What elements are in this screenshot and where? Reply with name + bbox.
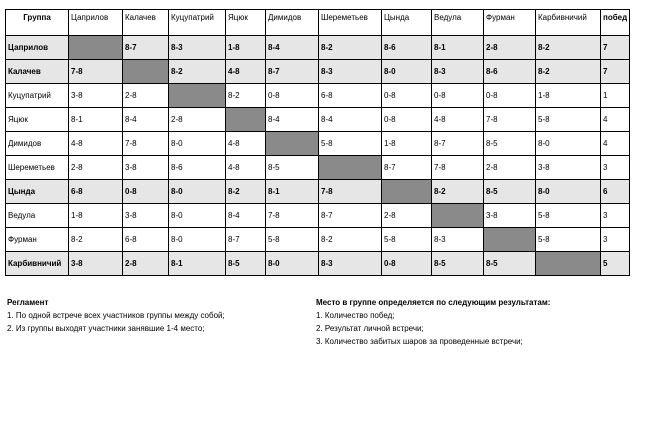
- score-cell: 8-6: [484, 60, 536, 84]
- score-cell: 4-8: [226, 132, 266, 156]
- wins-header: побед: [601, 10, 630, 36]
- score-cell: 0-8: [123, 180, 169, 204]
- score-cell: 8-6: [382, 36, 432, 60]
- score-cell: 1-8: [69, 204, 123, 228]
- score-cell: 2-8: [69, 156, 123, 180]
- table-row: [6, 180, 630, 204]
- diagonal-cell: [266, 132, 319, 156]
- score-cell: 8-2: [432, 180, 484, 204]
- score-cell: 1-8: [226, 36, 266, 60]
- score-cell: 8-3: [169, 36, 226, 60]
- score-cell: 5-8: [266, 228, 319, 252]
- table-row: [6, 252, 630, 276]
- score-cell: 8-5: [484, 132, 536, 156]
- table-row: [6, 108, 630, 132]
- column-header: Шереметьев: [319, 10, 382, 36]
- score-cell: 8-0: [169, 228, 226, 252]
- player-name: Димидов: [6, 132, 69, 156]
- score-cell: 2-8: [382, 204, 432, 228]
- column-header: Цаприлов: [69, 10, 123, 36]
- score-cell: 8-2: [226, 180, 266, 204]
- group-results-table: [5, 9, 630, 276]
- score-cell: 8-5: [432, 252, 484, 276]
- group-header: Группа: [6, 10, 69, 36]
- score-cell: 8-5: [226, 252, 266, 276]
- score-cell: 2-8: [123, 252, 169, 276]
- score-cell: 4-8: [432, 108, 484, 132]
- score-cell: 8-3: [319, 60, 382, 84]
- score-cell: 7-8: [319, 180, 382, 204]
- column-header: Цында: [382, 10, 432, 36]
- score-cell: 3-8: [123, 156, 169, 180]
- score-cell: 8-1: [169, 252, 226, 276]
- reglament-item: 2. Из группы выходят участники занявшие 1-4 место;: [7, 324, 205, 333]
- wins-cell: 4: [601, 132, 630, 156]
- player-name: Карбивничий: [6, 252, 69, 276]
- column-header: Куцупатрий: [169, 10, 226, 36]
- diagonal-cell: [484, 228, 536, 252]
- score-cell: 7-8: [266, 204, 319, 228]
- diagonal-cell: [69, 36, 123, 60]
- score-cell: 8-7: [382, 156, 432, 180]
- table-row: [6, 84, 630, 108]
- score-cell: 2-8: [484, 156, 536, 180]
- score-cell: 7-8: [432, 156, 484, 180]
- table-row: [6, 156, 630, 180]
- score-cell: 8-2: [69, 228, 123, 252]
- score-cell: 8-0: [382, 60, 432, 84]
- score-cell: 5-8: [319, 132, 382, 156]
- score-cell: 8-4: [319, 108, 382, 132]
- wins-cell: 3: [601, 156, 630, 180]
- score-cell: 8-3: [432, 228, 484, 252]
- score-cell: 5-8: [382, 228, 432, 252]
- wins-cell: 4: [601, 108, 630, 132]
- diagonal-cell: [123, 60, 169, 84]
- placement-title: Место в группе определяется по следующим результатам:: [316, 298, 551, 307]
- player-name: Цаприлов: [6, 36, 69, 60]
- placement-rules-block: [316, 296, 550, 348]
- column-header: Карбивничий: [536, 10, 601, 36]
- score-cell: 2-8: [169, 108, 226, 132]
- reglament-title: Регламент: [7, 298, 49, 307]
- score-cell: 0-8: [382, 252, 432, 276]
- wins-cell: 7: [601, 60, 630, 84]
- column-header: Димидов: [266, 10, 319, 36]
- placement-item: 2. Результат личной встречи;: [316, 324, 424, 333]
- table-row: [6, 132, 630, 156]
- score-cell: 5-8: [536, 204, 601, 228]
- player-name: Фурман: [6, 228, 69, 252]
- score-cell: 8-1: [432, 36, 484, 60]
- score-cell: 8-4: [123, 108, 169, 132]
- table-row: [6, 204, 630, 228]
- score-cell: 8-2: [536, 36, 601, 60]
- player-name: Ведула: [6, 204, 69, 228]
- score-cell: 5-8: [536, 228, 601, 252]
- score-cell: 6-8: [69, 180, 123, 204]
- score-cell: 7-8: [484, 108, 536, 132]
- table-row: [6, 60, 630, 84]
- column-header: Яцюк: [226, 10, 266, 36]
- score-cell: 8-2: [319, 36, 382, 60]
- column-header: Ведула: [432, 10, 484, 36]
- player-name: Яцюк: [6, 108, 69, 132]
- score-cell: 0-8: [266, 84, 319, 108]
- score-cell: 8-5: [484, 252, 536, 276]
- column-header: Калачев: [123, 10, 169, 36]
- player-name: Шереметьев: [6, 156, 69, 180]
- score-cell: 4-8: [226, 156, 266, 180]
- score-cell: 3-8: [536, 156, 601, 180]
- header-row: [6, 10, 630, 36]
- score-cell: 1-8: [536, 84, 601, 108]
- diagonal-cell: [319, 156, 382, 180]
- score-cell: 8-5: [484, 180, 536, 204]
- score-cell: 8-4: [266, 36, 319, 60]
- score-cell: 8-5: [266, 156, 319, 180]
- player-name: Калачев: [6, 60, 69, 84]
- score-cell: 8-7: [226, 228, 266, 252]
- score-cell: 8-0: [536, 180, 601, 204]
- diagonal-cell: [226, 108, 266, 132]
- wins-cell: 7: [601, 36, 630, 60]
- score-cell: 8-7: [319, 204, 382, 228]
- score-cell: 8-2: [226, 84, 266, 108]
- wins-cell: 3: [601, 228, 630, 252]
- wins-cell: 6: [601, 180, 630, 204]
- score-cell: 3-8: [69, 84, 123, 108]
- diagonal-cell: [169, 84, 226, 108]
- score-cell: 8-2: [319, 228, 382, 252]
- diagonal-cell: [432, 204, 484, 228]
- score-cell: 8-3: [432, 60, 484, 84]
- score-cell: 8-4: [226, 204, 266, 228]
- score-cell: 3-8: [484, 204, 536, 228]
- column-header: Фурман: [484, 10, 536, 36]
- score-cell: 6-8: [123, 228, 169, 252]
- score-cell: 3-8: [69, 252, 123, 276]
- score-cell: 5-8: [536, 108, 601, 132]
- score-cell: 6-8: [319, 84, 382, 108]
- reglament-item: 1. По одной встрече всех участников группы между собой;: [7, 311, 225, 320]
- score-cell: 2-8: [484, 36, 536, 60]
- diagonal-cell: [536, 252, 601, 276]
- score-cell: 8-2: [169, 60, 226, 84]
- placement-item: 1. Количество побед;: [316, 311, 395, 320]
- score-cell: 3-8: [123, 204, 169, 228]
- player-name: Цында: [6, 180, 69, 204]
- wins-cell: 5: [601, 252, 630, 276]
- score-cell: 0-8: [382, 84, 432, 108]
- score-cell: 7-8: [123, 132, 169, 156]
- score-cell: 8-7: [266, 60, 319, 84]
- wins-cell: 1: [601, 84, 630, 108]
- score-cell: 8-0: [536, 132, 601, 156]
- score-cell: 0-8: [432, 84, 484, 108]
- score-cell: 8-7: [123, 36, 169, 60]
- score-cell: 0-8: [382, 108, 432, 132]
- score-cell: 2-8: [123, 84, 169, 108]
- reglament-block: [7, 296, 225, 335]
- placement-item: 3. Количество забитых шаров за проведенные встречи;: [316, 337, 523, 346]
- score-cell: 4-8: [226, 60, 266, 84]
- score-cell: 8-7: [432, 132, 484, 156]
- wins-cell: 3: [601, 204, 630, 228]
- score-cell: 8-0: [169, 204, 226, 228]
- player-name: Куцупатрий: [6, 84, 69, 108]
- table-row: [6, 36, 630, 60]
- score-cell: 8-0: [169, 132, 226, 156]
- score-cell: 0-8: [484, 84, 536, 108]
- score-cell: 8-0: [266, 252, 319, 276]
- score-cell: 8-6: [169, 156, 226, 180]
- diagonal-cell: [382, 180, 432, 204]
- score-cell: 8-1: [266, 180, 319, 204]
- score-cell: 7-8: [69, 60, 123, 84]
- score-cell: 8-4: [266, 108, 319, 132]
- score-cell: 4-8: [69, 132, 123, 156]
- table-row: [6, 228, 630, 252]
- score-cell: 8-0: [169, 180, 226, 204]
- score-cell: 8-2: [536, 60, 601, 84]
- score-cell: 8-3: [319, 252, 382, 276]
- score-cell: 1-8: [382, 132, 432, 156]
- score-cell: 8-1: [69, 108, 123, 132]
